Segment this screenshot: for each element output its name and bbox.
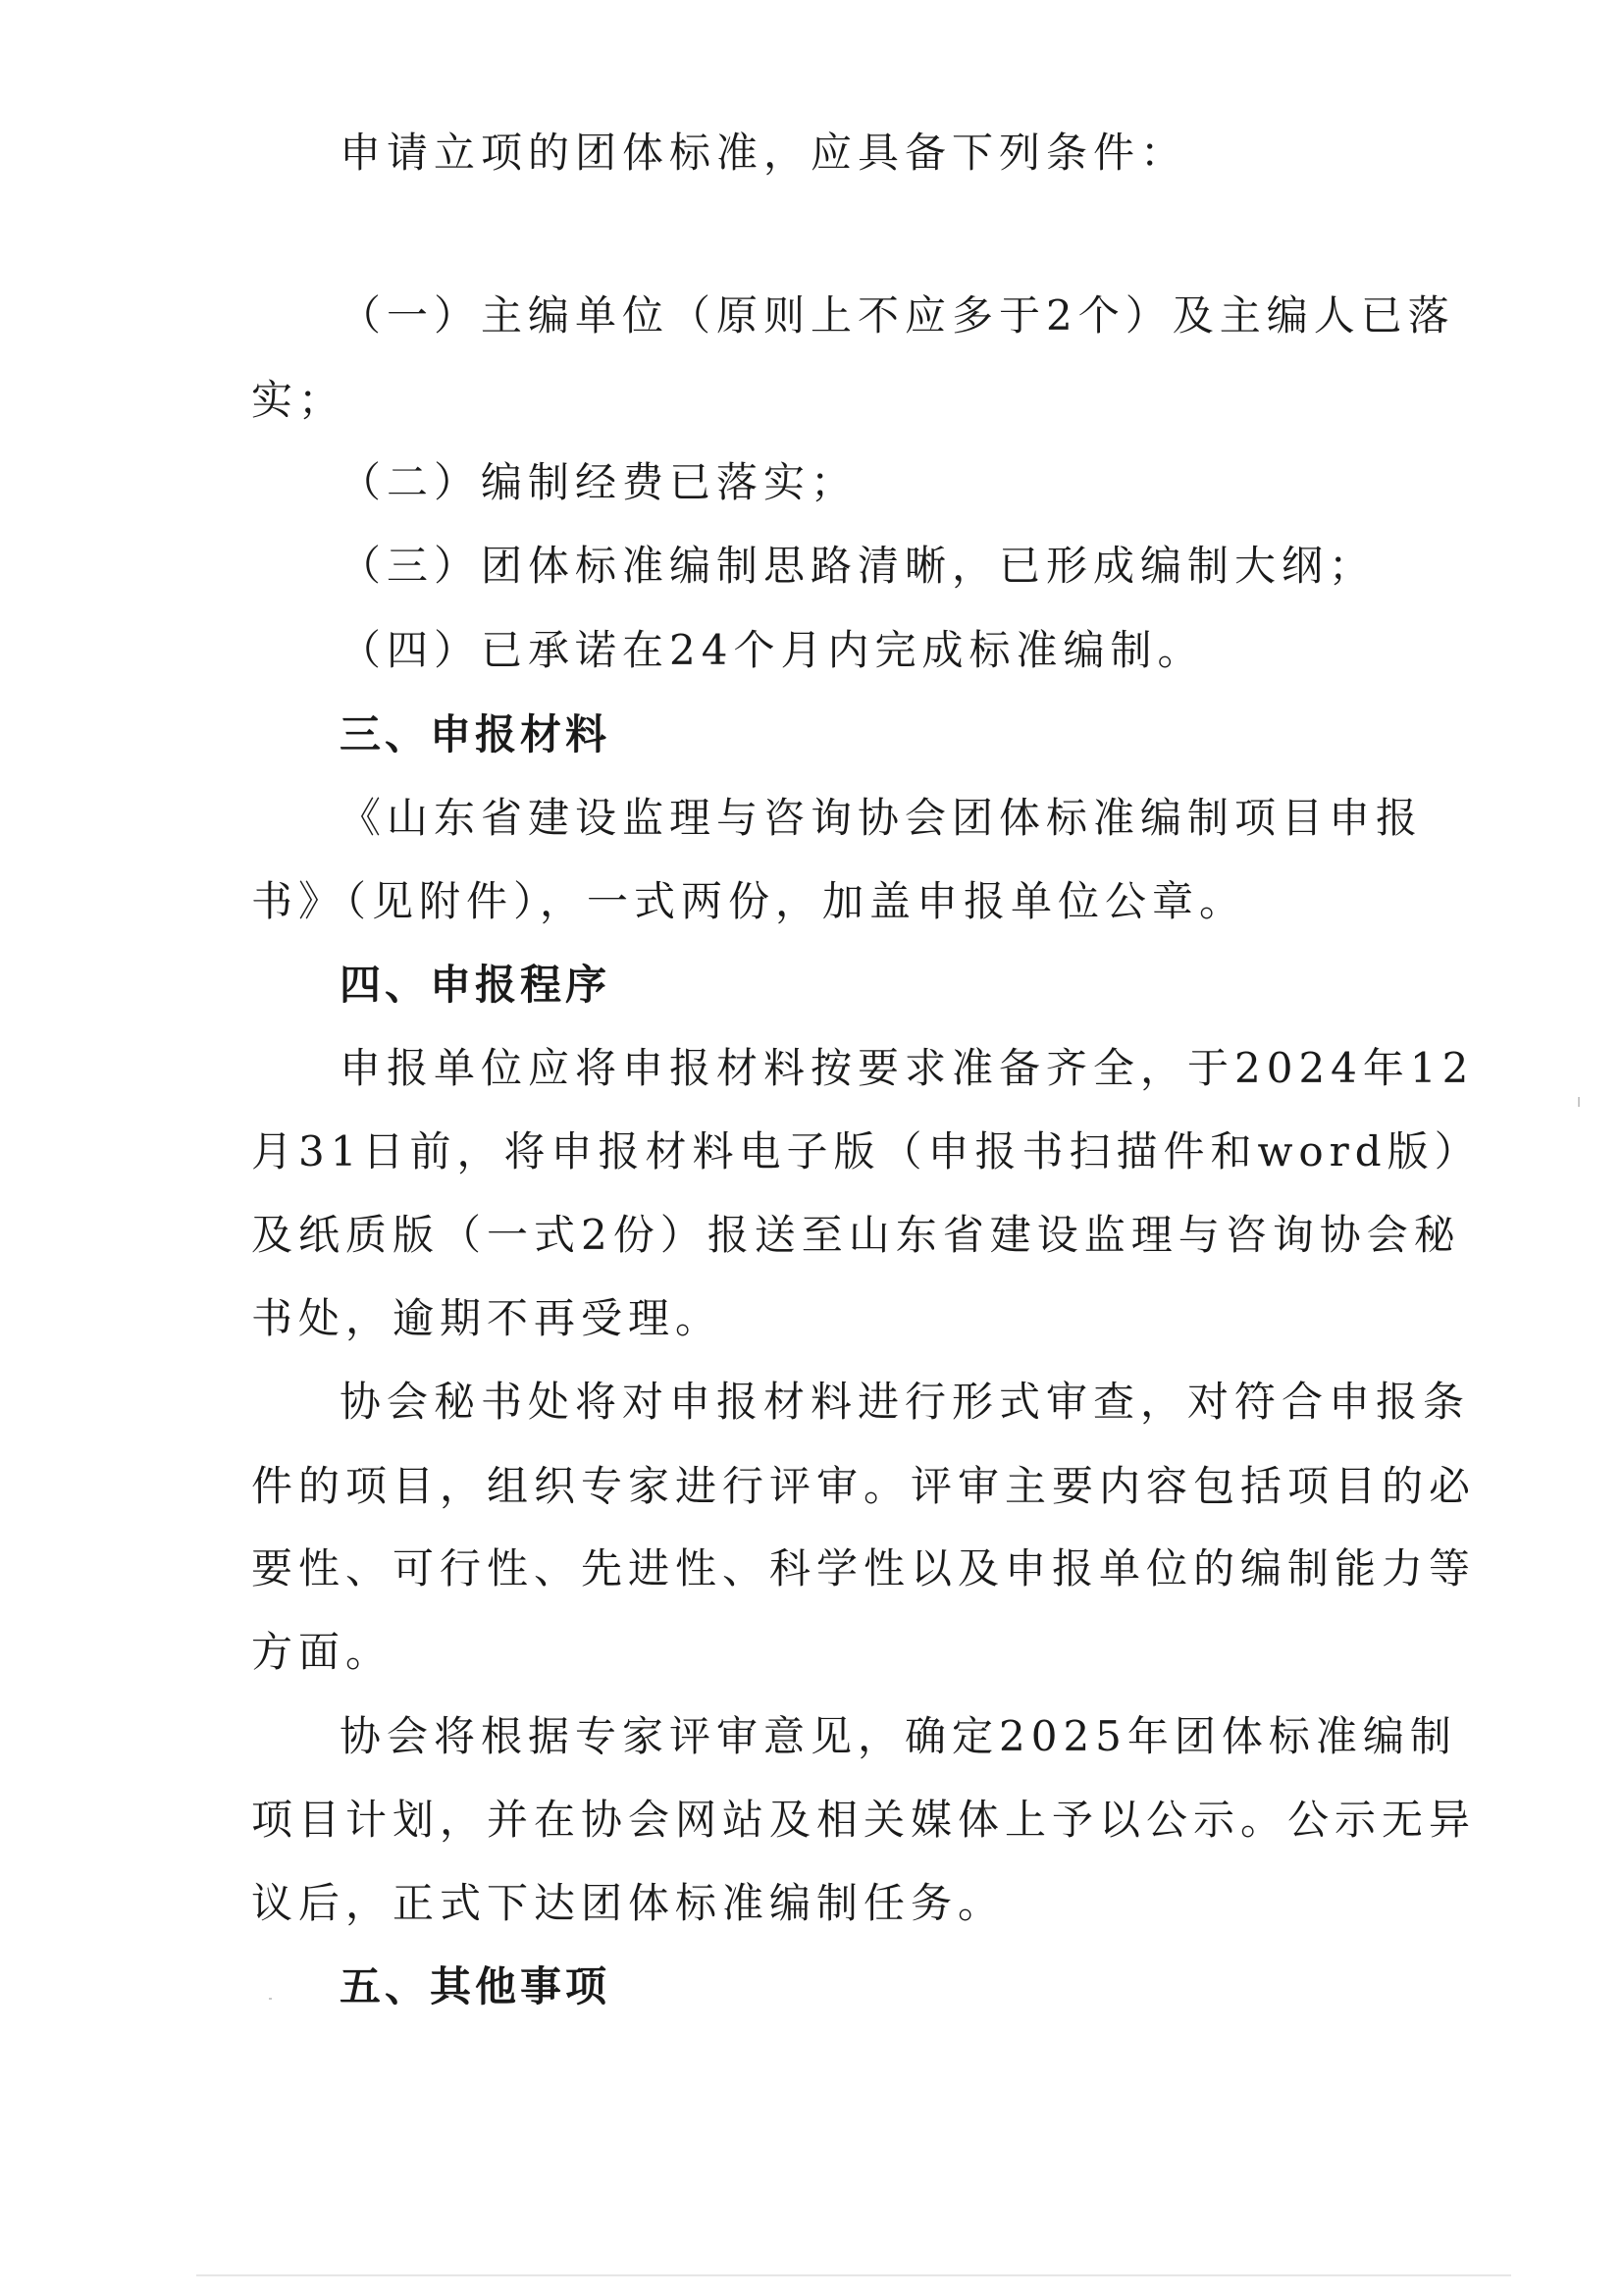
procedure-p1-line-2: 月31日前，将申报材料电子版（申报书扫描件和word版） — [251, 1127, 1482, 1175]
heading-materials: 三、申报材料 — [340, 710, 611, 758]
procedure-p2-line-1: 协会秘书处将对申报材料进行形式审查，对符合申报条 — [340, 1378, 1471, 1426]
procedure-p3-line-2: 项目计划，并在协会网站及相关媒体上予以公示。公示无异 — [251, 1796, 1477, 1844]
condition-4: （四）已承诺在24个月内完成标准编制。 — [340, 626, 1205, 674]
heading-procedure: 四、申报程序 — [340, 961, 611, 1009]
condition-3: （三）团体标准编制思路清晰，已形成编制大纲； — [340, 542, 1377, 590]
procedure-p2-line-4: 方面。 — [251, 1628, 393, 1676]
materials-line-1: 《山东省建设监理与咨询协会团体标准编制项目申报 — [340, 794, 1424, 842]
procedure-p1-line-4: 书处，逾期不再受理。 — [251, 1294, 723, 1342]
materials-line-2: 书》（见附件），一式两份，加盖申报单位公章。 — [251, 877, 1247, 925]
scan-artifact — [269, 1998, 272, 2000]
page-bottom-edge — [196, 2274, 1511, 2276]
procedure-p2-line-2: 件的项目，组织专家进行评审。评审主要内容包括项目的必 — [251, 1462, 1477, 1510]
condition-1-line-1: （一）主编单位（原则上不应多于2个）及主编人已落 — [340, 291, 1455, 339]
scan-artifact — [1578, 1097, 1580, 1107]
procedure-p1-line-1: 申报单位应将申报材料按要求准备齐全，于2024年12 — [340, 1044, 1475, 1092]
heading-other: 五、其他事项 — [340, 1962, 611, 2010]
condition-2: （二）编制经费已落实； — [340, 458, 859, 506]
procedure-p2-line-3: 要性、可行性、先进性、科学性以及申报单位的编制能力等 — [251, 1544, 1477, 1592]
procedure-p1-line-3: 及纸质版（一式2份）报送至山东省建设监理与咨询协会秘 — [251, 1211, 1461, 1259]
procedure-p3-line-1: 协会将根据专家评审意见，确定2025年团体标准编制 — [340, 1712, 1457, 1760]
procedure-p3-line-3: 议后，正式下达团体标准编制任务。 — [251, 1879, 1006, 1927]
condition-1-line-2: 实； — [251, 376, 346, 424]
conditions-intro: 申请立项的团体标准，应具备下列条件： — [340, 129, 1188, 177]
